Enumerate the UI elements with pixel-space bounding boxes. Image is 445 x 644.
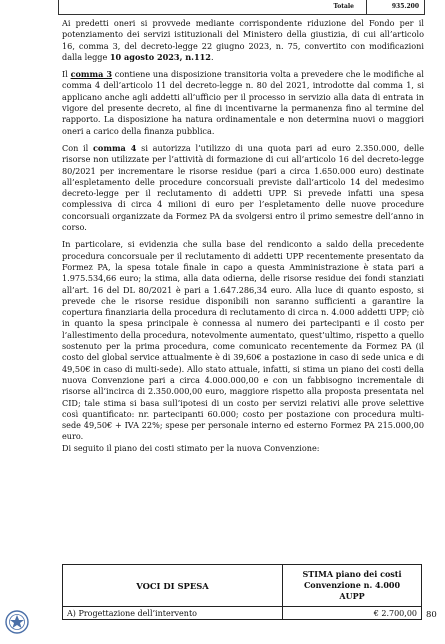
total-label: Totale <box>59 0 367 14</box>
total-table-fragment <box>58 0 425 15</box>
cost-plan-table <box>62 564 422 620</box>
paragraph-4: In particolare, si evidenzia che sulla base del rendiconto a saldo della precedente procedura concorsuale per il reclutamento di addetti UPP recentemente presentato da Formez PA, la spesa totale finale in capo a questa Amministrazione è stata pari a 1.975.534,66 euro; la stima, alla data odierna, delle risorse residue dei fondi stanziati all’art. 16 del DL 80/2021 è pari a 1.647.286,34 euro. Alla luce di quanto esposto, si prevede che le risorse residue disponibili non saranno sufficienti a garantire la copertura finanziaria della procedura di reclutamento di circa n. 4.000 addetti UPP; ciò in quanto la spesa principale è connessa al numero dei partecipanti e il costo per l’allestimento della procedura, notevolmente aumentato, quest’ultimo, rispetto a quello sostenuto per la prima procedura, come comunicato recentemente da Formez PA (il costo del global service attualmente è di 39,60€ a postazione in caso di sede unica e di 49,50€ in caso di multi-sede). Allo stato attuale, infatti, si stima un piano dei costi della nuova Convenzione pari a circa 4.000.000,00 e con un fabbisogno incrementale di risorse all’incirca di 2.350.000,00 euro, maggiore rispetto alla proposta presentata nel CID; tale stima si basa sull’ipotesi di un costo per servizi relativi alle prove selettive così quantificato: nr. partecipanti 60.000; costo per postazione con procedura multi-sede 49,50€ + IVA 22%; spese per personale interno ed esterno Formez PA 215.000,00 euro. <box>62 239 424 442</box>
comma-3-reference: comma 3 <box>70 69 113 80</box>
seal-logo-icon <box>4 608 30 636</box>
paragraph-1: Ai predetti oneri si provvede mediante corrispondente riduzione del Fondo per il potenziamento dei servizi istituzionali del Ministero della giustizia, di cui all’articolo 16, comma 3, del decreto-legge 22 giugno 2023, n. 75, convertito con modificazioni dalla legge 10 agosto 2023, n.112. <box>62 18 424 62</box>
row-importo: € 2.700,00 <box>283 607 422 620</box>
law-reference: 10 agosto 2023, n.112 <box>109 51 211 62</box>
row-voce: A) Progettazione dell’intervento <box>63 607 283 620</box>
body-text <box>62 18 424 460</box>
comma-4-reference: comma 4 <box>92 142 137 153</box>
total-value: 935.200 <box>391 3 419 10</box>
paragraph-2: Il comma 3 contiene una disposizione transitoria volta a prevedere che le modifiche al comma 4 dell’articolo 11 del decreto-legge n. 80 del 2021, introdotte dal comma 1, si applicano anche agli addetti all’ufficio per il processo in servizio alla data di entrata in vigore del presente decreto, al fine di incentivarne la permanenza fino al termine del rapporto. La disposizione ha natura ordinamentale e non determina nuovi o maggiori oneri a carico della finanza pubblica. <box>62 69 424 136</box>
paragraph-3: Con il comma 4 si autorizza l’utilizzo di una quota pari ad euro 2.350.000, delle risorse non utilizzate per l’attività di formazione di cui all’articolo 16 del decreto-legge 80/2021 per incrementare le risorse residue (pari a circa 1.650.000 euro) destinate all’espletamento delle procedure concorsuali previste dall’articolo 14 del medesimo decreto-legge per il reclutamento di addetti UPP. Si prevede infatti una spesa complessiva di circa 4 milioni di euro per l’espletamento delle nuove procedure concorsuali organizzate da Formez PA da svolgersi entro il primo semestre dell’anno in corso. <box>62 142 425 233</box>
page-number: 80 <box>426 610 437 620</box>
paragraph-5: Di seguito il piano dei costi stimato per la nuova Convenzione: <box>62 442 320 453</box>
header-stima: STIMA piano dei costi Convenzione n. 4.000 AUPP <box>283 565 422 607</box>
table-header-row <box>63 565 422 607</box>
table-row <box>63 607 422 620</box>
header-voci-di-spesa: VOCI DI SPESA <box>63 565 283 607</box>
